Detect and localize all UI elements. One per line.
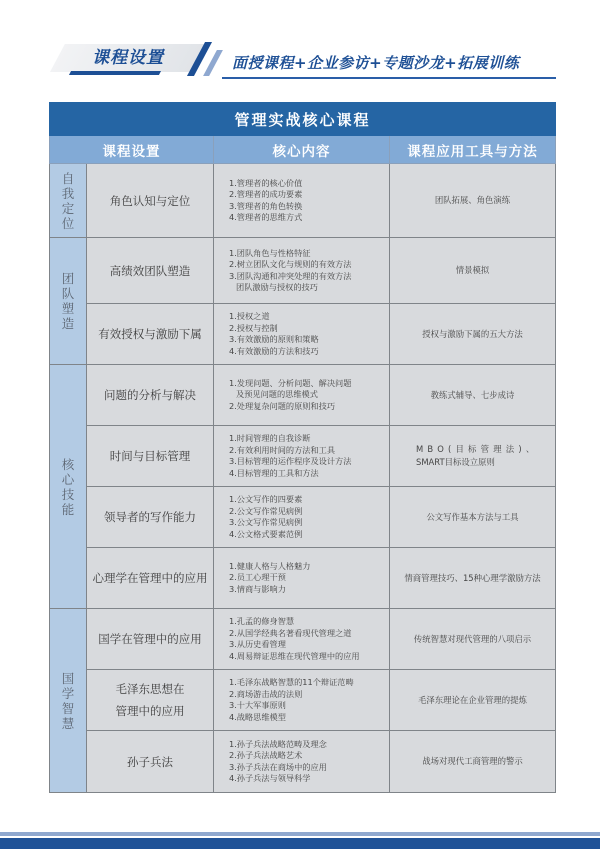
tools-methods — [390, 548, 556, 609]
content-item: 1.发现问题、分析问题、解决问题 — [229, 377, 352, 388]
table-row — [50, 365, 556, 426]
content-item: 3.情商与影响力 — [229, 583, 286, 594]
course-name — [87, 365, 214, 426]
table-row — [50, 426, 556, 487]
course-name-line: 毛泽东思想在 — [115, 682, 185, 696]
subtitle-underline — [222, 77, 556, 79]
content-item: 4.孙子兵法与领导科学 — [229, 773, 311, 783]
header-tools-methods: 课程应用工具与方法 — [390, 136, 556, 164]
content-item: 3.团队沟通和冲突处理的有效方法 — [229, 270, 352, 281]
course-name — [87, 426, 214, 487]
content-item: 1.管理者的核心价值 — [229, 177, 303, 188]
content-item: 2.员工心理干预 — [229, 572, 286, 583]
tools-methods — [390, 164, 556, 238]
category-char: 技 — [61, 486, 75, 502]
header-course-setting: 课程设置 — [50, 136, 214, 164]
content-item: 1.授权之道 — [229, 311, 270, 321]
course-name-line: 角色认知与定位 — [109, 193, 191, 208]
course-name — [87, 487, 214, 548]
tools-methods — [390, 365, 556, 426]
header-core-content: 核心内容 — [214, 136, 390, 164]
core-content — [214, 426, 390, 487]
category-char: 我 — [61, 185, 75, 201]
course-name — [87, 670, 214, 731]
content-item: 2.商场游击战的法则 — [229, 688, 303, 699]
content-item: 1.孔孟的修身智慧 — [229, 616, 295, 626]
content-item: 1.公文写作的四要素 — [229, 494, 303, 504]
course-name — [87, 609, 214, 670]
tools-methods — [390, 609, 556, 670]
category-char: 国 — [61, 670, 75, 686]
table-title-row — [50, 103, 556, 136]
content-item: 2.授权与控制 — [229, 322, 278, 333]
content-item: 1.时间管理的自我诊断 — [229, 433, 311, 443]
content-item: 4.有效激励的方法和技巧 — [229, 345, 319, 356]
course-name — [87, 731, 214, 793]
slash-decoration-light-icon — [203, 50, 223, 76]
tools-methods — [390, 426, 556, 487]
course-name-line: 时间与目标管理 — [109, 449, 191, 463]
content-item: 2.树立团队文化与规则的有效方法 — [229, 259, 352, 269]
core-content — [214, 548, 390, 609]
tools-line: 毛泽东理论在企业管理的提炼 — [418, 694, 527, 705]
table-row — [50, 670, 556, 731]
category-char: 塑 — [61, 301, 75, 316]
course-name — [87, 238, 214, 304]
content-item: 1.团队角色与性格特征 — [229, 247, 311, 258]
course-name-line: 高绩效团队塑造 — [109, 263, 191, 278]
table-row — [50, 609, 556, 670]
content-item: 2.从国学经典名著看现代管理之道 — [229, 627, 352, 638]
category-team-building — [50, 238, 87, 365]
tools-line: SMART目标设立原则 — [416, 457, 495, 467]
tools-line: 战场对现代工商管理的警示 — [422, 756, 523, 766]
table-row — [50, 731, 556, 793]
tools-line: 情景模拟 — [455, 265, 490, 275]
category-char: 团 — [61, 271, 75, 286]
tools-methods — [390, 670, 556, 731]
table-row — [50, 304, 556, 365]
tools-methods — [390, 487, 556, 548]
tools-line: 情商管理技巧、15种心理学激励方法 — [404, 572, 541, 583]
banner-subtitle: 面授课程+企业参访+专题沙龙+拓展训练 — [232, 54, 520, 72]
tools-methods — [390, 304, 556, 365]
content-item: 2.管理者的成功要素 — [229, 189, 303, 199]
category-char: 心 — [61, 471, 75, 487]
core-content — [214, 304, 390, 365]
course-name-line: 管理中的应用 — [115, 704, 185, 718]
table-header-row — [50, 136, 556, 164]
content-item: 2.公文写作常见病例 — [229, 505, 303, 516]
category-char: 慧 — [61, 715, 75, 731]
table-row — [50, 487, 556, 548]
category-char: 核 — [61, 456, 75, 472]
course-name-line: 孙子兵法 — [127, 754, 173, 769]
course-table-wrapper — [49, 102, 555, 793]
tools-line: MBO(目标管理法)、 — [416, 444, 539, 454]
core-content — [214, 609, 390, 670]
content-item: 3.孙子兵法在商场中的应用 — [229, 761, 327, 772]
course-name-line: 心理学在管理中的应用 — [92, 571, 208, 585]
category-char: 学 — [61, 685, 75, 701]
content-item: 1.孙子兵法战略范畴及理念 — [229, 738, 327, 749]
category-core-skills — [50, 365, 87, 609]
core-content — [214, 164, 390, 238]
course-name — [87, 304, 214, 365]
section-banner — [0, 0, 600, 90]
category-char: 造 — [61, 316, 75, 331]
course-name — [87, 164, 214, 238]
tools-line: 传统智慧对现代管理的八项启示 — [413, 633, 532, 644]
footer-stripe-dark — [0, 838, 600, 849]
content-item: 团队激励与授权的技巧 — [236, 282, 318, 292]
content-item: 3.十大军事原则 — [229, 700, 286, 710]
course-name-line: 国学在管理中的应用 — [98, 632, 202, 646]
category-char: 定 — [61, 200, 75, 216]
content-item: 2.有效利用时间的方法和工具 — [229, 444, 336, 455]
tools-methods — [390, 238, 556, 304]
content-item: 3.目标管理的运作程序及设计方法 — [229, 456, 352, 466]
category-char: 位 — [61, 215, 75, 231]
content-item: 4.战略思维模型 — [229, 711, 286, 722]
content-item: 2.处理复杂问题的原则和技巧 — [229, 400, 336, 411]
content-item: 1.毛泽东战略智慧的11个辩证范畴 — [229, 677, 354, 687]
category-char: 智 — [61, 700, 75, 716]
tools-line: 教练式辅导、七步成诗 — [430, 389, 515, 400]
tools-methods — [390, 731, 556, 793]
table-row — [50, 164, 556, 238]
table-row — [50, 238, 556, 304]
content-item: 4.目标管理的工具和方法 — [229, 467, 319, 478]
table-title: 管理实战核心课程 — [50, 103, 556, 136]
tools-line: 团队拓展、角色演练 — [434, 195, 511, 205]
banner-title: 课程设置 — [92, 48, 164, 68]
content-item: 3.从历史看管理 — [229, 639, 286, 649]
core-content — [214, 365, 390, 426]
content-item: 4.公文格式要素范例 — [229, 528, 303, 539]
tools-line: 公文写作基本方法与工具 — [426, 511, 519, 522]
content-item: 3.管理者的角色转换 — [229, 200, 303, 211]
content-item: 2.孙子兵法战略艺术 — [229, 750, 303, 760]
course-name-line: 领导者的写作能力 — [104, 510, 196, 524]
content-item: 1.健康人格与人格魅力 — [229, 560, 311, 571]
category-char: 自 — [61, 170, 75, 186]
category-char: 队 — [61, 286, 75, 301]
core-content — [214, 670, 390, 731]
category-char: 能 — [61, 501, 75, 517]
course-name — [87, 548, 214, 609]
table-row — [50, 548, 556, 609]
category-self-positioning — [50, 164, 87, 238]
course-name-line: 有效授权与激励下属 — [98, 327, 202, 341]
category-chinese-wisdom — [50, 609, 87, 793]
content-item: 4.管理者的思维方式 — [229, 212, 303, 222]
content-item: 3.有效激励的原则和策略 — [229, 334, 319, 344]
content-item: 4.周易辩证思维在现代管理中的应用 — [229, 650, 360, 661]
content-item: 及预见问题的思维模式 — [236, 389, 318, 400]
core-content — [214, 731, 390, 793]
course-table — [49, 102, 556, 793]
core-content — [214, 238, 390, 304]
core-content — [214, 487, 390, 548]
course-name-line: 问题的分析与解决 — [104, 388, 196, 402]
content-item: 3.公文写作常见病例 — [229, 517, 303, 527]
tools-line: 授权与激励下属的五大方法 — [422, 328, 523, 339]
